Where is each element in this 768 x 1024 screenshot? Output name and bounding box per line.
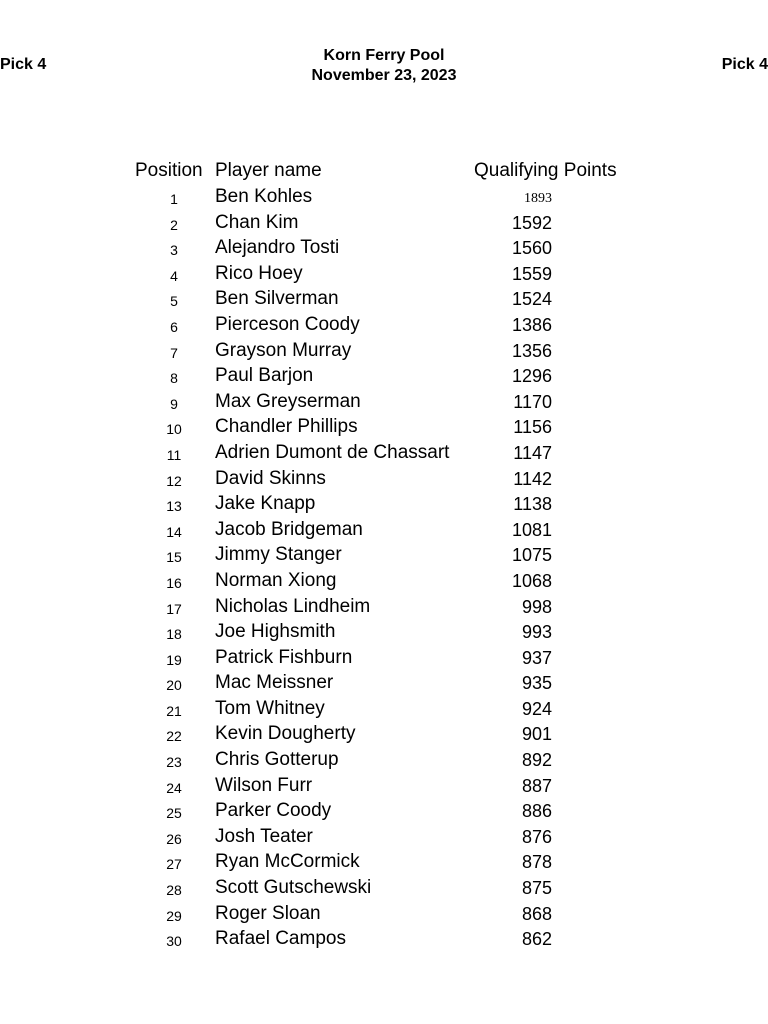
qualifying-points-cell: 1893: [524, 191, 552, 206]
table-row: [0, 825, 768, 851]
position-cell: 20: [166, 677, 182, 694]
position-cell: 6: [170, 318, 178, 335]
position-cell: 5: [170, 293, 178, 310]
qualifying-points-cell: 1142: [513, 468, 552, 489]
qualifying-points-cell: 1560: [511, 238, 552, 259]
qualifying-points-cell: 876: [521, 826, 552, 847]
player-name-cell: Rico Hoey: [215, 262, 303, 284]
table-row: [0, 774, 768, 800]
qualifying-points-cell: 1296: [511, 366, 552, 387]
player-name-cell: Adrien Dumont de Chassart: [215, 441, 450, 463]
document-title: Korn Ferry Pool: [323, 47, 445, 64]
position-cell: 2: [170, 216, 178, 233]
position-cell: 16: [166, 574, 182, 591]
position-cell: 7: [170, 344, 178, 361]
qualifying-points-cell: 1386: [511, 314, 552, 335]
position-cell: 17: [166, 600, 182, 617]
player-name-cell: Parker Coody: [215, 800, 332, 822]
table-row: [0, 441, 768, 467]
player-name-cell: Alejandro Tosti: [215, 237, 340, 259]
player-name-cell: Patrick Fishburn: [215, 646, 353, 668]
player-name-cell: Jacob Bridgeman: [215, 518, 363, 540]
table-row: [0, 339, 768, 365]
table-row: [0, 262, 768, 288]
player-name-cell: Roger Sloan: [215, 902, 321, 924]
position-cell: 13: [166, 498, 182, 515]
position-cell: 12: [166, 472, 182, 489]
table-row: [0, 236, 768, 262]
table-row: [0, 722, 768, 748]
table-row: [0, 748, 768, 774]
qualifying-points-cell: 1170: [513, 391, 552, 412]
qualifying-points-cell: 878: [521, 852, 552, 873]
table-row: [0, 287, 768, 313]
qualifying-points-cell: 886: [521, 801, 552, 822]
qualifying-points-cell: 924: [521, 698, 552, 719]
pick-label-left: Pick 4: [0, 56, 47, 73]
player-name-cell: David Skinns: [215, 467, 326, 489]
position-cell: 10: [166, 421, 182, 438]
position-cell: 27: [166, 856, 182, 873]
pick-label-right: Pick 4: [721, 56, 768, 73]
player-name-cell: Grayson Murray: [215, 339, 352, 361]
table-row: [0, 390, 768, 416]
position-cell: 9: [170, 395, 178, 412]
player-name-cell: Nicholas Lindheim: [215, 595, 371, 617]
qualifying-points-cell: 1156: [513, 417, 552, 438]
table-row: [0, 211, 768, 237]
position-cell: 29: [166, 907, 182, 924]
table-row: [0, 518, 768, 544]
player-name-cell: Ben Kohles: [215, 186, 313, 207]
table-row: [0, 595, 768, 621]
position-cell: 25: [166, 805, 182, 822]
position-cell: 18: [166, 626, 182, 643]
player-name-cell: Chan Kim: [215, 211, 299, 233]
position-cell: 28: [166, 882, 182, 899]
table-header: [0, 160, 768, 186]
qualifying-points-cell: 901: [521, 724, 552, 745]
position-cell: 19: [166, 651, 182, 668]
table-row: [0, 364, 768, 390]
column-header-player-name: Player name: [215, 160, 322, 181]
qualifying-points-cell: 1081: [511, 519, 552, 540]
qualifying-points-cell: 1356: [511, 340, 552, 361]
table-row: [0, 902, 768, 928]
position-cell: 4: [170, 267, 178, 284]
player-name-cell: Joe Highsmith: [215, 621, 336, 643]
player-name-cell: Kevin Dougherty: [215, 723, 356, 745]
player-name-cell: Mac Meissner: [215, 672, 334, 694]
position-cell: 22: [166, 728, 182, 745]
table-row: [0, 850, 768, 876]
position-cell: 1: [170, 191, 178, 207]
table-row: [0, 492, 768, 518]
player-name-cell: Tom Whitney: [215, 697, 325, 719]
player-name-cell: Ben Silverman: [215, 288, 339, 310]
position-cell: 24: [166, 779, 182, 796]
qualifying-points-cell: 862: [521, 929, 552, 950]
table-row: [0, 415, 768, 441]
player-name-cell: Rafael Campos: [215, 928, 346, 950]
qualifying-points-cell: 1068: [511, 570, 552, 591]
column-header-position: Position: [135, 160, 203, 181]
player-name-cell: Chris Gotterup: [215, 749, 339, 771]
player-name-cell: Ryan McCormick: [215, 851, 360, 873]
qualifying-points-cell: 1138: [513, 494, 552, 515]
qualifying-points-cell: 1559: [511, 263, 552, 284]
position-cell: 15: [166, 549, 182, 566]
document-header: [0, 46, 768, 86]
player-name-cell: Wilson Furr: [215, 774, 313, 796]
player-name-cell: Paul Barjon: [215, 365, 314, 387]
position-cell: 23: [166, 754, 182, 771]
standings-table-body: [0, 185, 768, 953]
player-name-cell: Jake Knapp: [215, 493, 316, 515]
qualifying-points-cell: 1147: [513, 442, 552, 463]
qualifying-points-cell: 998: [521, 596, 552, 617]
table-row: [0, 543, 768, 569]
position-cell: 3: [170, 242, 178, 259]
player-name-cell: Jimmy Stanger: [215, 544, 342, 566]
player-name-cell: Chandler Phillips: [215, 416, 358, 438]
qualifying-points-cell: 875: [521, 878, 552, 899]
position-cell: 30: [166, 933, 182, 950]
player-name-cell: Josh Teater: [215, 825, 313, 847]
table-row: [0, 646, 768, 672]
qualifying-points-cell: 887: [521, 775, 552, 796]
position-cell: 8: [170, 370, 178, 387]
table-row: [0, 799, 768, 825]
position-cell: 11: [166, 446, 182, 463]
position-cell: 14: [166, 523, 182, 540]
qualifying-points-cell: 935: [521, 673, 552, 694]
column-header-qualifying-points: Qualifying Points: [474, 160, 617, 181]
qualifying-points-cell: 868: [521, 903, 552, 924]
qualifying-points-cell: 1524: [511, 289, 552, 310]
table-row: [0, 313, 768, 339]
table-row: [0, 671, 768, 697]
table-row: [0, 467, 768, 493]
position-cell: 26: [166, 830, 182, 847]
table-row: [0, 697, 768, 723]
player-name-cell: Pierceson Coody: [215, 313, 360, 335]
qualifying-points-cell: 993: [521, 622, 552, 643]
qualifying-points-cell: 937: [521, 647, 552, 668]
table-row: [0, 569, 768, 595]
table-row: [0, 876, 768, 902]
qualifying-points-cell: 892: [521, 750, 552, 771]
qualifying-points-cell: 1592: [511, 212, 552, 233]
table-row: [0, 185, 768, 211]
table-row: [0, 927, 768, 953]
table-row: [0, 620, 768, 646]
position-cell: 21: [166, 702, 182, 719]
qualifying-points-cell: 1075: [511, 545, 552, 566]
player-name-cell: Norman Xiong: [215, 569, 337, 591]
player-name-cell: Max Greyserman: [215, 390, 361, 412]
player-name-cell: Scott Gutschewski: [215, 877, 372, 899]
document-date: November 23, 2023: [311, 67, 457, 84]
